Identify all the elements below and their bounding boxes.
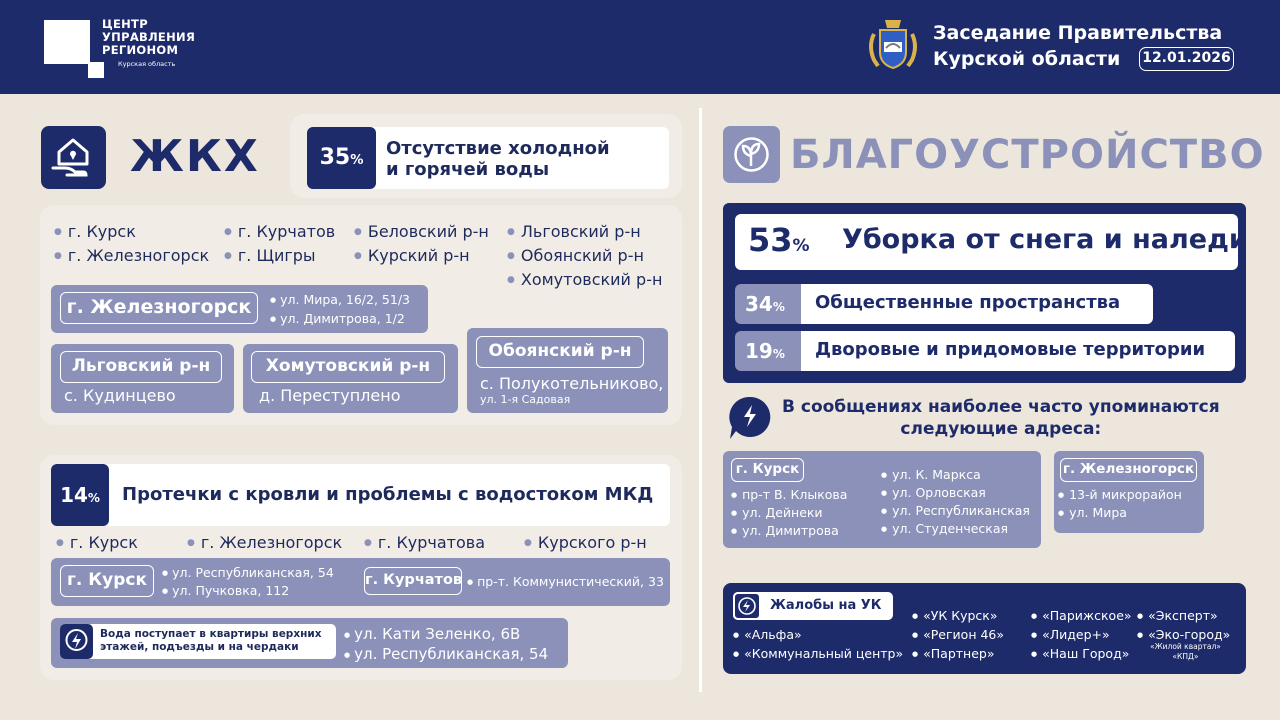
zhel-water-addr: ● ул. Мира, 16/2, 51/3 [270, 292, 410, 307]
water-place: ● Беловский р-н [354, 222, 489, 241]
mentions-heading: В сообщениях наиболее часто упоминаются следующие адреса: [782, 397, 1220, 439]
mentions-kursk-tag: г. Курск [731, 458, 804, 482]
logo-icon-small [88, 62, 104, 78]
lgov-tag: Льговский р-н [60, 351, 222, 383]
water-place: ● г. Щигры [224, 246, 316, 265]
lightning-icon [60, 624, 93, 659]
logo-icon [44, 20, 90, 64]
water-place: ● Хомутовский р-н [507, 270, 662, 289]
uk-company: ● «Регион 46» [912, 627, 1004, 642]
khom-tag: Хомутовский р-н [251, 351, 445, 383]
uk-company: ● «Наш Город» [1031, 646, 1129, 661]
snow-sub2-label: Дворовые и придомовые территории [815, 339, 1206, 360]
uk-company: ● «УК Курск» [912, 608, 998, 623]
logo-text: ЦЕНТР УПРАВЛЕНИЯ РЕГИОНОМ [102, 17, 196, 57]
uk-company: ● «Коммунальный центр» [733, 646, 903, 661]
uk-title: Жалобы на УК [770, 598, 882, 613]
roof-kursk-addr: ● ул. Республиканская, 54 [162, 565, 334, 580]
mentions-zhel-addr: ● ул. Мира [1058, 505, 1127, 520]
leaf-icon [723, 126, 780, 183]
roof-note-addr: ● ул. Кати Зеленко, 6В [344, 625, 520, 643]
mentions-kursk-addr: ● ул. Республиканская [881, 503, 1030, 518]
roof-place: ● г. Курчатова [364, 533, 485, 552]
mentions-kursk-addr: ● ул. Орловская [881, 485, 986, 500]
zhel-water-tag: г. Железногорск [60, 292, 258, 324]
roof-pct-badge: 14% [51, 464, 109, 526]
snow-sub2-pct: 19% [745, 339, 785, 363]
zhkh-title: ЖКХ [130, 131, 260, 182]
snow-main-pct: 53% [748, 221, 810, 259]
oboyan-tag: Обоянский р-н [476, 336, 644, 368]
roof-place: ● г. Железногорск [187, 533, 342, 552]
lightning-icon-box [733, 592, 761, 620]
water-place: ● Обоянский р-н [507, 246, 644, 265]
khom-place: д. Переступлено [259, 386, 401, 405]
water-label: Отсутствие холодной и горячей воды [386, 138, 610, 180]
snow-sub1-pct: 34% [745, 292, 785, 316]
mentions-kursk-addr: ● ул. Димитрова [731, 523, 839, 538]
mentions-kursk-addr: ● ул. Дейнеки [731, 505, 823, 520]
roof-place: ● Курского р-н [524, 533, 647, 552]
roof-kurch-tag: г. Курчатов [364, 567, 462, 595]
mentions-zhel-addr: ● 13-й микрорайон [1058, 487, 1182, 502]
water-place: ● г. Курск [54, 222, 136, 241]
lightning-icon [735, 594, 759, 618]
water-place: ● г. Железногорск [54, 246, 209, 265]
roof-label: Протечки с кровли и проблемы с водостоком МКД [122, 484, 654, 505]
header-title: Заседание Правительства Курской области [933, 22, 1223, 70]
lightning-icon [728, 395, 772, 441]
mentions-kursk-addr: ● ул. Студенческая [881, 521, 1008, 536]
roof-place: ● г. Курск [56, 533, 138, 552]
water-pct-badge: 35% [307, 127, 376, 189]
lightning-icon-box [60, 624, 93, 659]
crest-icon [864, 16, 922, 74]
uk-company: ● «Эко-город» [1137, 627, 1230, 642]
water-place: ● Льговский р-н [507, 222, 641, 241]
leaf-icon-box [723, 126, 780, 183]
snow-sub1-label: Общественные пространства [815, 292, 1121, 313]
mentions-zhel-tag: г. Железногорск [1060, 458, 1197, 482]
roof-kurch-addr: ● пр-т. Коммунистический, 33 [467, 574, 664, 589]
header-bar [0, 0, 1280, 94]
uk-company: ● «Парижское» [1031, 608, 1132, 623]
uk-company: ● «Альфа» [733, 627, 802, 642]
water-place: ● г. Курчатов [224, 222, 335, 241]
blago-title: БЛАГОУСТРОЙСТВО [790, 132, 1265, 178]
water-place: ● Курский р-н [354, 246, 470, 265]
mentions-kursk-addr: ● пр-т В. Клыкова [731, 487, 847, 502]
vertical-divider [699, 108, 702, 692]
roof-note-text: Вода поступает в квартиры верхних этажей, подъезды и на чердаки [100, 628, 322, 653]
roof-note-addr: ● ул. Республиканская, 54 [344, 645, 548, 663]
uk-company: ● «Лидер+» [1031, 627, 1110, 642]
uk-company: ● «Эксперт» [1137, 608, 1218, 623]
snow-main-label: Уборка от снега и наледи [842, 224, 1248, 255]
zhel-water-addr: ● ул. Димитрова, 1/2 [270, 311, 405, 326]
lgov-place: с. Кудинцево [64, 386, 176, 405]
mentions-kursk-addr: ● ул. К. Маркса [881, 467, 981, 482]
header-date: 12.01.2026 [1139, 47, 1234, 71]
oboyan-street: ул. 1-я Садовая [480, 393, 571, 406]
uk-company: ● «Партнер» [912, 646, 994, 661]
uk-eko-note: «Жилой квартал» «КПД» [1150, 642, 1221, 661]
roof-kursk-addr: ● ул. Пучковка, 112 [162, 583, 289, 598]
logo-region: Курская область [118, 60, 176, 68]
oboyan-place: с. Полукотельниково, [480, 374, 664, 393]
roof-kursk-tag: г. Курск [60, 565, 154, 597]
